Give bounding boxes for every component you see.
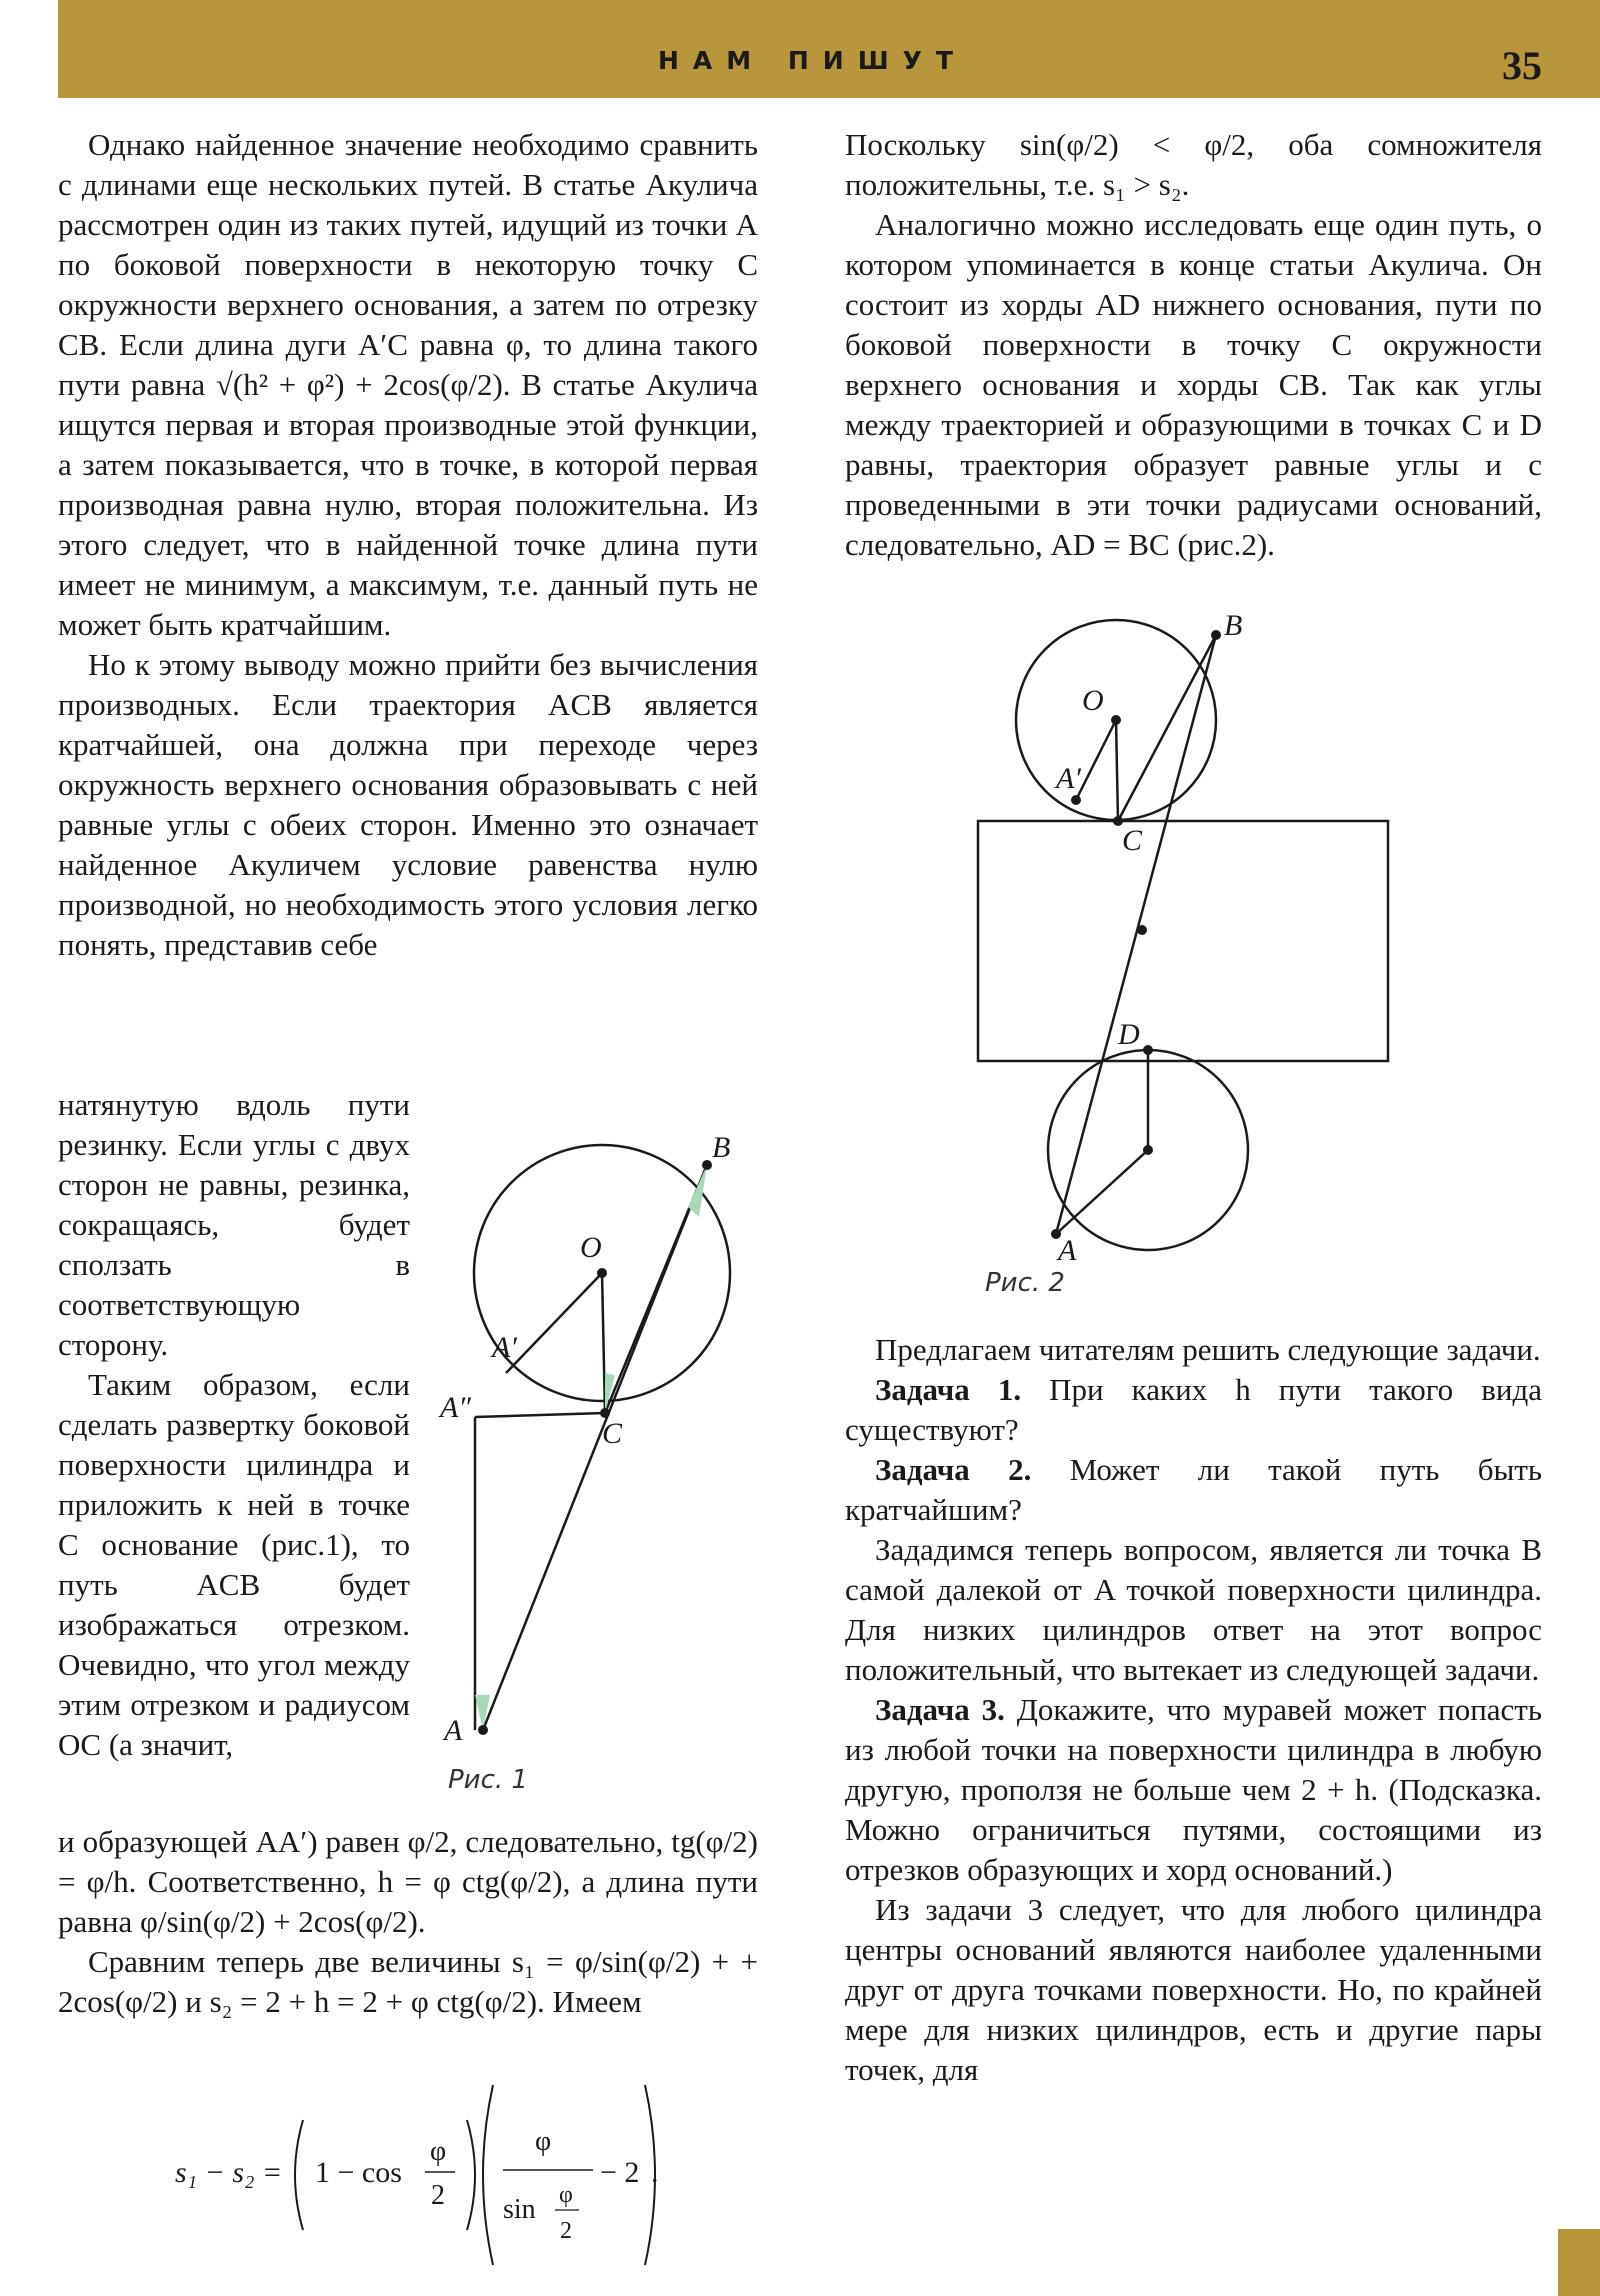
formula-one-minus-cos: 1 − cos [315, 2156, 402, 2189]
formula-lhs: s₁ − s₂ = [175, 2156, 283, 2189]
fig1-label-o: O [580, 1231, 602, 1264]
left-column [58, 125, 758, 965]
task-1-label: Задача 1. [875, 1372, 1022, 1407]
fig2-line-o-c [1116, 720, 1118, 821]
task-3-label: Задача 3. [875, 1692, 1005, 1727]
formula-phi-small: φ [559, 2182, 573, 2208]
fig2-label-a-prime: A′ [1056, 762, 1081, 795]
formula-dot: . [651, 2156, 659, 2189]
section-title: НАМ ПИШУТ [658, 46, 967, 75]
fig1-angle-b [688, 1165, 707, 1217]
corner-decoration [1558, 2229, 1600, 2296]
figure-1-caption: Рис. 1 [448, 1765, 528, 1795]
paragraph: Сравним теперь две величины s₁ = φ/sin(φ/2) + + 2cos(φ/2) и s₂ = 2 + h = 2 + φ ctg(φ/2). Имеем [58, 1944, 758, 2019]
task-1-text: При каких h пути такого вида существуют? [845, 1372, 1542, 1447]
fig1-label-a-prime: A′ [492, 1331, 517, 1364]
formula-phi-numerator: φ [535, 2126, 552, 2157]
fig2-label-b: B [1224, 609, 1243, 642]
task-2 [845, 1450, 1542, 1530]
right-column [845, 125, 1542, 565]
fig2-rectangle [978, 821, 1388, 1061]
formula-two-small: 2 [560, 2218, 572, 2244]
fig1-line-o-a1 [506, 1273, 602, 1373]
formula-phi: φ [430, 2136, 447, 2167]
fig1-line-a2-c [475, 1413, 605, 1417]
fig1-label-b: B [712, 1131, 731, 1164]
paragraph: Из задачи 3 следует, что для любого цилиндра центры оснований являются наиболее удаленными друг от друга точками поверхности. Но, по крайней мере для низких цилиндров, есть и другие пары точек, для [845, 1892, 1542, 2087]
fig1-label-a-double-prime: A″ [440, 1391, 471, 1424]
fig1-angle-a [475, 1695, 490, 1730]
fig1-label-a: A [444, 1714, 463, 1747]
fig2-label-d: D [1118, 1018, 1140, 1051]
left-column-lower [58, 1822, 758, 2022]
left-wrapped-column [58, 1085, 410, 1765]
fig2-label-o: O [1082, 684, 1104, 717]
figure-2-caption: Рис. 2 [985, 1268, 1065, 1298]
fig1-label-c: C [602, 1417, 623, 1450]
formula-s1-minus-s2 [175, 2080, 659, 2270]
paragraph: Однако найденное значение необходимо сравнить с длинами еще нескольких путей. В статье Акулича рассмотрен один из таких путей, идущий из точки A по боковой поверхности в некоторую точку C окружности верхнего основания, а затем по отрезку CB. Если длина дуги A′C равна φ, то длина такого пути равна √(h² + φ²) + 2cos(φ/2). В статье Акулича ищутся первая и вторая производные этой функции, а затем показывается, что в точке, в которой первая производная равна нулю, вторая положительна. Из этого следует, что в найденной точке длина пути имеет не минимум, а максимум, т.е. данный путь не может быть кратчайшим. [58, 127, 758, 642]
paragraph: Зададимся теперь вопросом, является ли точка B самой далекой от A точкой поверхности цилиндра. Для низких цилиндров ответ на этот вопрос положительный, что вытекает из следующей задачи. [845, 1532, 1542, 1687]
header-band [58, 0, 1600, 98]
fig1-line-o-c [602, 1273, 605, 1413]
paragraph: Но к этому выводу можно прийти без вычисления производных. Если траектория ACB является кратчайшей, она должна при переходе через окружность верхнего основания образовывать с ней равные углы с обеих сторон. Именно это означает найденное Акуличем условие равенства нулю производной, но необходимость этого условия легко понять, представив себе [58, 647, 758, 962]
task-3-text: Докажите, что муравей может попасть из любой точки на поверхности цилиндра в любую другую, проползя не больше чем 2 + h. (Подсказка. Можно ограничиться путями, состоящими из отрезков образующих и хорд оснований.) [845, 1692, 1542, 1887]
formula-sin: sin [503, 2194, 536, 2225]
paragraph: Таким образом, если сделать развертку боковой поверхности цилиндра и приложить к ней в точке C основание (рис.1), то путь ACB будет изображаться отрезком. Очевидно, что угол между этим отрезком и радиусом OC (а значит, [58, 1367, 410, 1762]
fig2-label-c: C [1122, 824, 1143, 857]
fig2-label-a: A [1058, 1234, 1077, 1267]
right-column-lower [845, 1330, 1542, 2090]
paragraph: и образующей AA′) равен φ/2, следовательно, tg(φ/2) = φ/h. Соответственно, h = φ ctg(φ/2), а длина пути равна φ/sin(φ/2) + 2cos(φ/2). [58, 1824, 758, 1939]
paragraph: Предлагаем читателям решить следующие задачи. [875, 1332, 1541, 1367]
fig2-line-center-a [1056, 1150, 1148, 1234]
task-1 [845, 1370, 1542, 1450]
task-2-label: Задача 2. [875, 1452, 1032, 1487]
paragraph: натянутую вдоль пути резинку. Если углы с двух сторон не равны, резинка, сокращаясь, будет сползать в соответствующую сторону. [58, 1087, 410, 1362]
fig2-line-c-b [1118, 635, 1216, 821]
fig2-main-line [1056, 635, 1216, 1234]
formula-two: 2 [431, 2180, 445, 2211]
figure-1 [420, 1105, 760, 1805]
figure-2 [960, 610, 1400, 1270]
fig2-line-o-a1 [1076, 720, 1116, 800]
paragraph: Аналогично можно исследовать еще один путь, о котором упоминается в конце статьи Акулича. Он состоит из хорды AD нижнего основания, пути по боковой поверхности в точку C окружности верхнего основания и хорды CB. Так как углы между траекторией и образующими в точках C и D равны, траектория образует равные углы и с проведенными в эти точки радиусами оснований, следовательно, AD = BC (рис.2). [845, 207, 1542, 562]
paragraph: Поскольку sin(φ/2) < φ/2, оба сомножителя положительны, т.е. s₁ > s₂. [845, 127, 1542, 202]
task-3 [845, 1690, 1542, 1890]
formula-minus-two: − 2 [600, 2156, 640, 2189]
page-number: 35 [1502, 43, 1542, 88]
task-2-text: Может ли такой путь быть кратчайшим? [845, 1452, 1542, 1527]
